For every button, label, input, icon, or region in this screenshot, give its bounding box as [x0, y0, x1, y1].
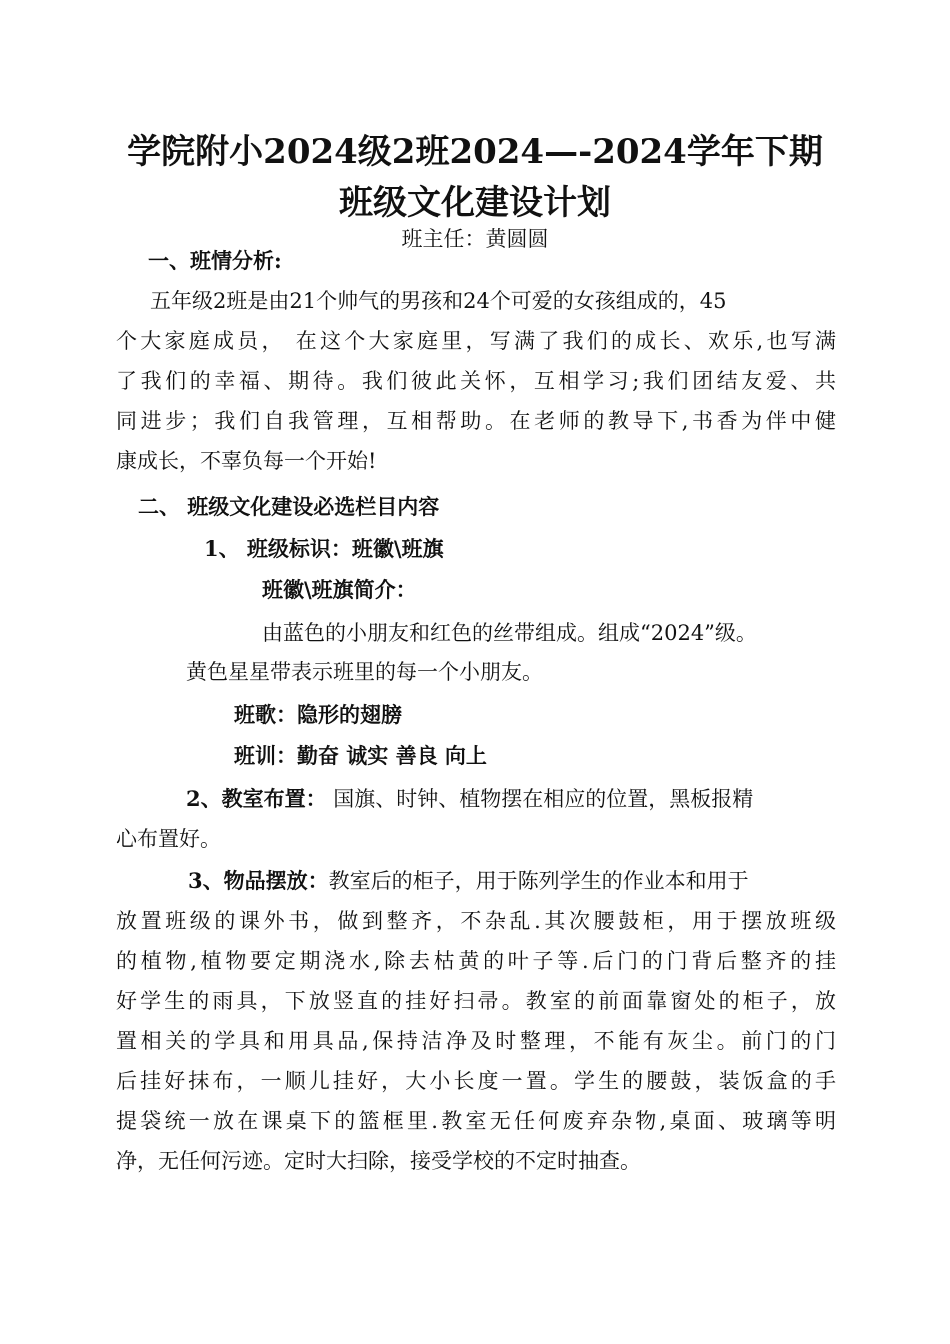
section2-heading: 二、 班级文化建设必选栏目内容 [138, 494, 440, 519]
paragraph-line: 置相关的学具和用具品,保持洁净及时整理，不能有灰尘。前门的门 [116, 1029, 836, 1053]
class-motto: 班训：勤奋 诚实 善良 向上 [234, 743, 487, 768]
paragraph-line: 黄色星星带表示班里的每一个小朋友。 [186, 660, 543, 684]
item3-text: 教室后的柜子，用于陈列学生的作业本和用于 [328, 869, 749, 893]
paragraph-line: 放置班级的课外书，做到整齐，不杂乱.其次腰鼓柜，用于摆放班级 [116, 909, 836, 933]
class-song: 班歌：隐形的翅膀 [234, 702, 402, 727]
paragraph-line: 五年级2班是由21个帅气的男孩和24个可爱的女孩组成的，45 [150, 289, 727, 313]
document-title-line1: 学院附小2024级2班2024—-2024学年下期 [127, 132, 823, 172]
paragraph-line: 康成长，不辜负每一个开始! [116, 449, 377, 473]
paragraph-line: 后挂好抹布，一顺儿挂好，大小长度一置。学生的腰鼓，装饭盒的手 [116, 1069, 836, 1093]
item2-text: 国旗、时钟、植物摆在相应的位置，黑板报精 [326, 787, 754, 811]
section1-heading: 一、班情分析: [148, 248, 282, 273]
paragraph-line: 好学生的雨具，下放竖直的挂好扫帚。教室的前面靠窗处的柜子，放 [116, 989, 836, 1013]
paragraph-line: 的植物,植物要定期浇水,除去枯黄的叶子等.后门的门背后整齐的挂 [116, 949, 836, 973]
paragraph-line: 心布置好。 [116, 827, 221, 851]
paragraph-line: 由蓝色的小朋友和红色的丝带组成。组成“2024”级。 [262, 621, 757, 645]
emblem-intro-heading: 班徽\班旗简介： [262, 577, 417, 602]
item3-label: 3、物品摆放： [188, 868, 329, 893]
paragraph-line: 了我们的幸福、期待。我们彼此关怀，互相学习;我们团结友爱、共 [116, 369, 836, 393]
paragraph-line: 净，无任何污迹。定时大扫除，接受学校的不定时抽查。 [116, 1149, 641, 1173]
item1-heading: 1、 班级标识：班徽\班旗 [204, 536, 444, 561]
paragraph-line: 个大家庭成员， 在这个大家庭里，写满了我们的成长、欢乐,也写满 [116, 329, 836, 353]
paragraph-line: 提袋统一放在课桌下的篮框里.教室无任何废弃杂物,桌面、玻璃等明 [116, 1109, 836, 1133]
item2-line [186, 784, 753, 814]
paragraph-line: 同进步；我们自我管理，互相帮助。在老师的教导下,书香为伴中健 [116, 409, 836, 433]
document-title-line2: 班级文化建设计划 [339, 183, 611, 223]
item3-line [188, 866, 749, 896]
teacher-name: 班主任：黄圆圆 [401, 227, 549, 251]
item2-label: 2、教室布置： [186, 786, 327, 811]
